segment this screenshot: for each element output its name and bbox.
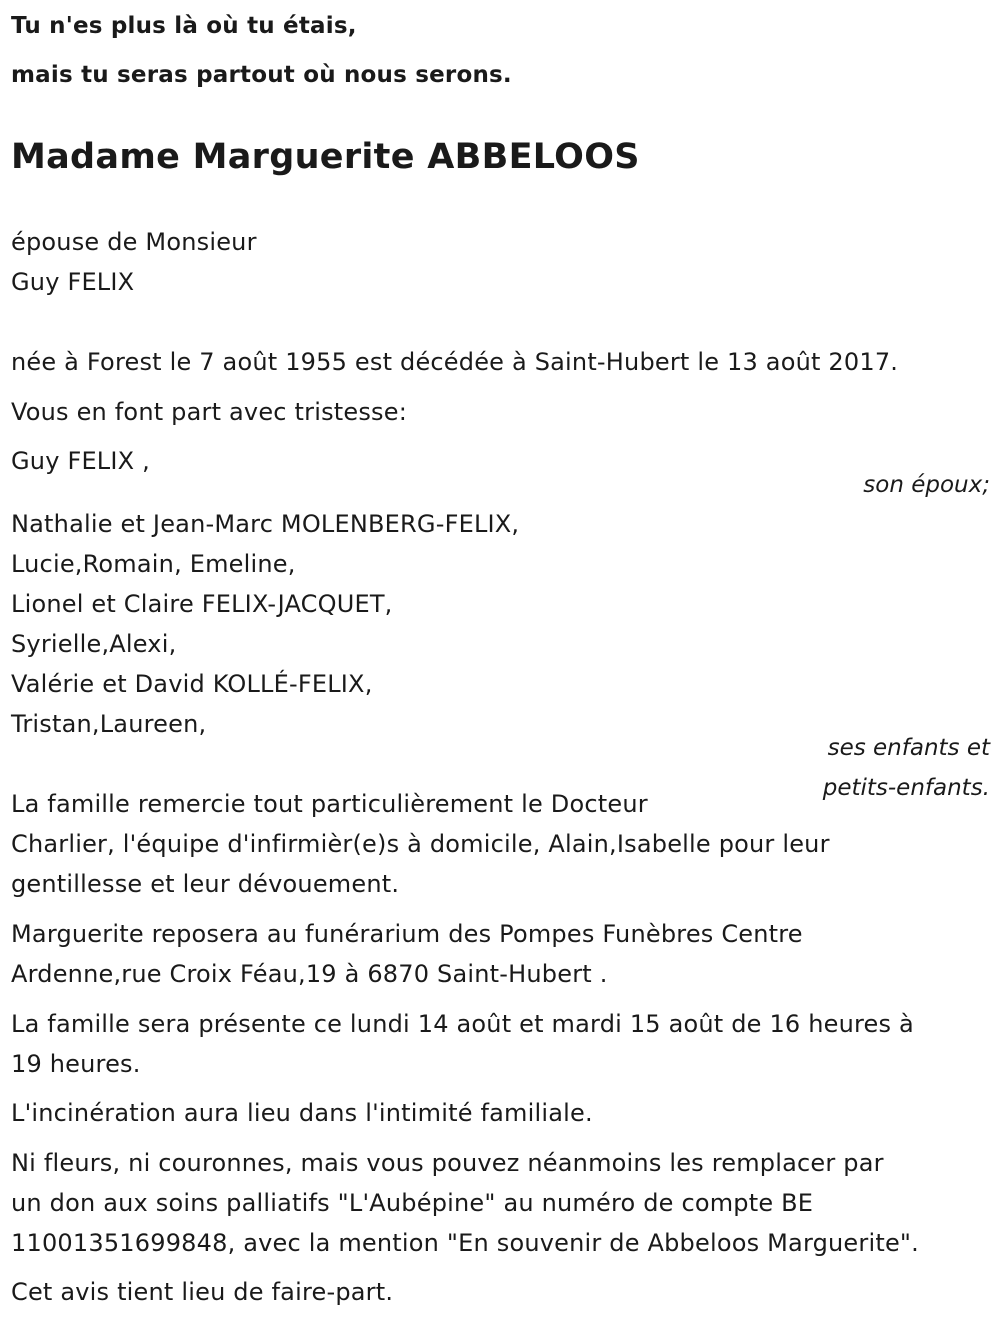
children-line: Lionel et Claire FELIX-JACQUET, (11, 590, 393, 618)
husband-name: Guy FELIX , (11, 447, 150, 475)
thanks-line: Charlier, l'équipe d'infirmièr(e)s à domicile, Alain,Isabelle pour leur (11, 830, 830, 858)
flowers-line: Ni fleurs, ni couronnes, mais vous pouvez néanmoins les remplacer par (11, 1149, 884, 1177)
funerarium-line: Ardenne,rue Croix Féau,19 à 6870 Saint-Hubert . (11, 960, 608, 988)
presence-line: 19 heures. (11, 1050, 141, 1078)
funerarium-line: Marguerite reposera au funérarium des Pompes Funèbres Centre (11, 920, 803, 948)
spouse-line-1: épouse de Monsieur (11, 228, 257, 256)
presence-line: La famille sera présente ce lundi 14 août et mardi 15 août de 16 heures à (11, 1010, 914, 1038)
motto-line-1: Tu n'es plus là où tu étais, (11, 13, 357, 39)
husband-role: son époux; (863, 472, 990, 498)
cremation-line: L'incinération aura lieu dans l'intimité familiale. (11, 1099, 593, 1127)
children-line: Syrielle,Alexi, (11, 630, 177, 658)
spouse-line-2: Guy FELIX (11, 268, 135, 296)
flowers-line: un don aux soins palliatifs "L'Aubépine" au numéro de compte BE (11, 1189, 814, 1217)
announce-line: Vous en font part avec tristesse: (11, 398, 408, 426)
deceased-name: Madame Marguerite ABBELOOS (11, 137, 640, 177)
children-role-line-2: petits-enfants. (822, 775, 990, 801)
children-role-line-1: ses enfants et (827, 735, 990, 761)
closing-line: Cet avis tient lieu de faire-part. (11, 1278, 394, 1306)
flowers-line: 11001351699848, avec la mention "En souvenir de Abbeloos Marguerite". (11, 1229, 919, 1257)
children-line: Valérie et David KOLLÉ-FELIX, (11, 670, 373, 698)
children-line: Tristan,Laureen, (11, 710, 207, 738)
thanks-line: gentillesse et leur dévouement. (11, 870, 400, 898)
children-line: Lucie,Romain, Emeline, (11, 550, 296, 578)
birth-death-line: née à Forest le 7 août 1955 est décédée à Saint-Hubert le 13 août 2017. (11, 348, 899, 376)
motto-line-2: mais tu seras partout où nous serons. (11, 62, 512, 88)
children-line: Nathalie et Jean-Marc MOLENBERG-FELIX, (11, 510, 520, 538)
thanks-line: La famille remercie tout particulièrement le Docteur (11, 790, 648, 818)
